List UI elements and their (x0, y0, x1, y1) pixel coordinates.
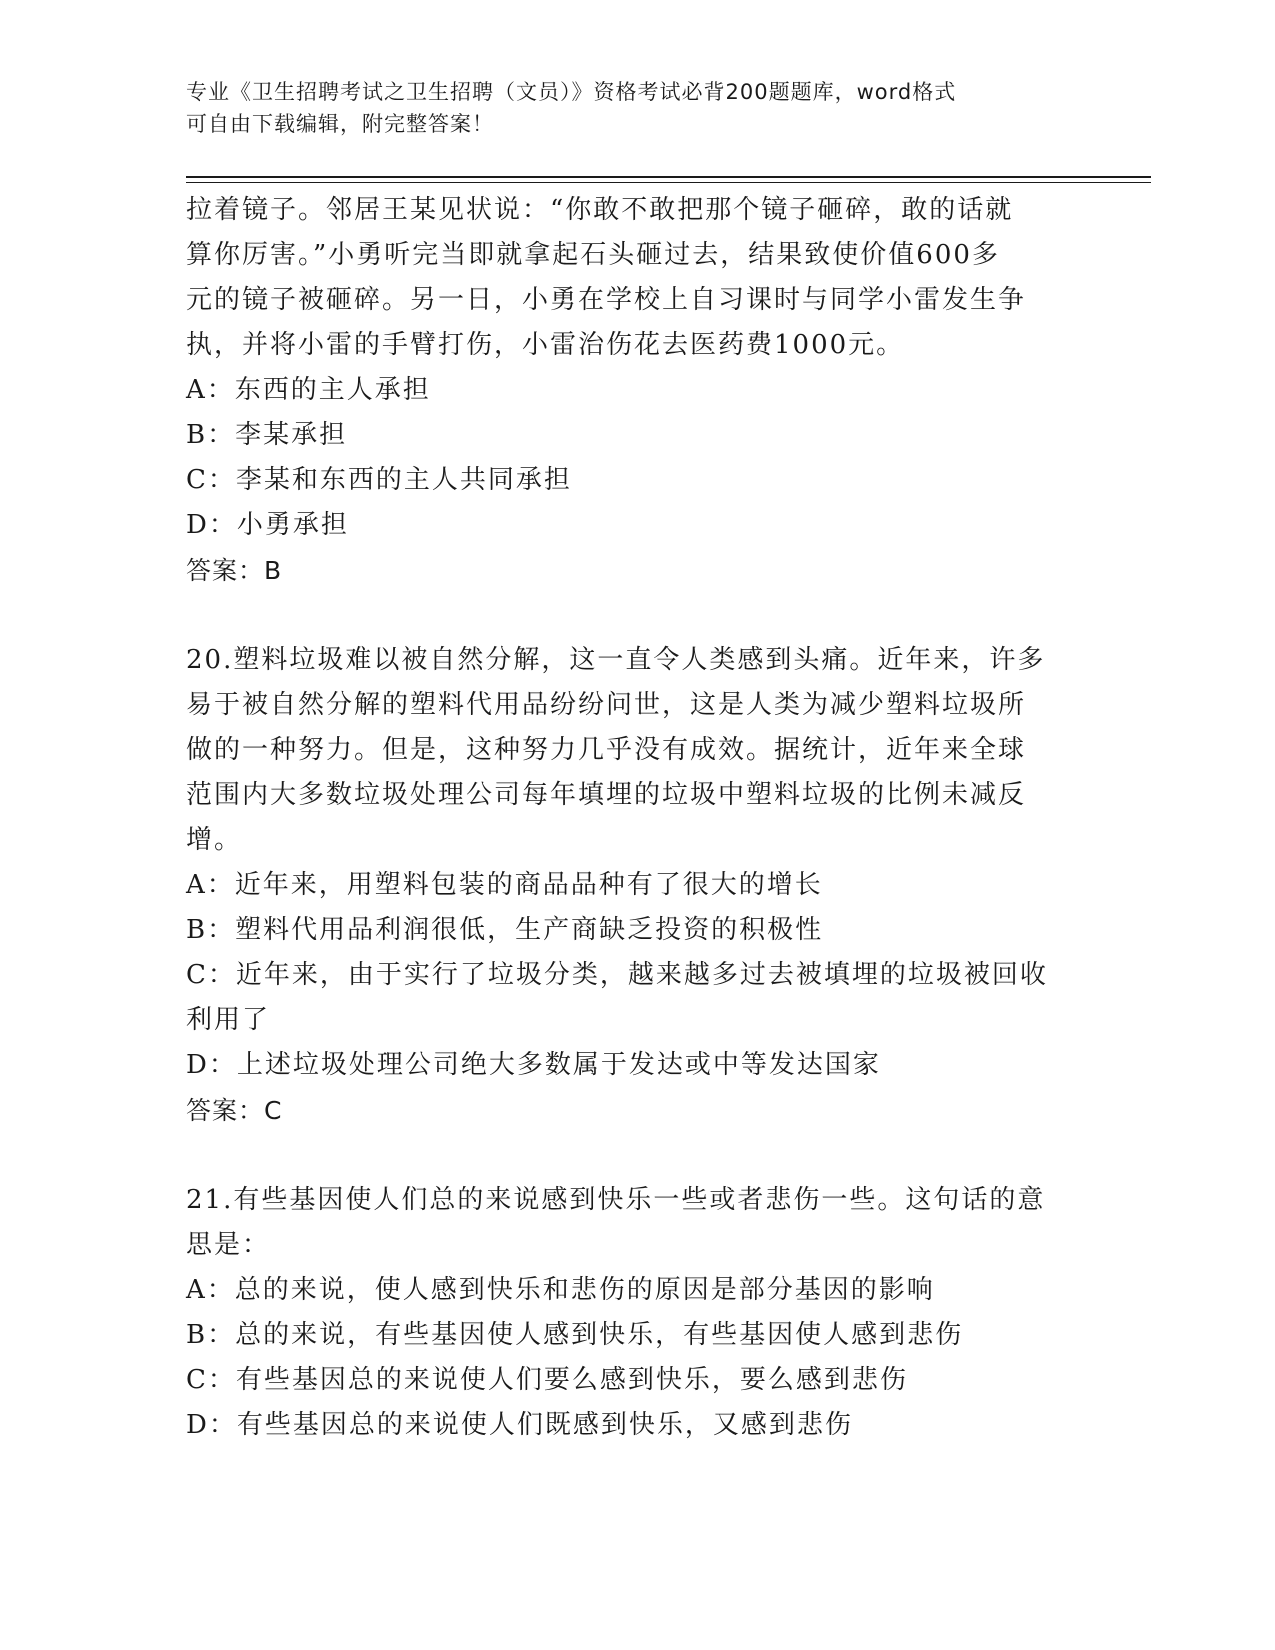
question-stem-line: 20.塑料垃圾难以被自然分解，这一直令人类感到头痛。近年来，许多 (186, 645, 1046, 675)
question-stem-line: 易于被自然分解的塑料代用品纷纷问世，这是人类为减少塑料垃圾所 (186, 690, 1027, 720)
option-d: D：小勇承担 (186, 510, 349, 540)
option-c: C：近年来，由于实行了垃圾分类，越来越多过去被填埋的垃圾被回收 (186, 960, 1048, 990)
question-stem-line: 做的一种努力。但是，这种努力几乎没有成效。据统计，近年来全球 (186, 735, 1027, 765)
header-line-2: 可自由下载编辑，附完整答案！ (186, 112, 494, 136)
header-rule-thick (186, 176, 1151, 178)
spacer (186, 1133, 1086, 1178)
question-stem-line: 范围内大多数垃圾处理公司每年填埋的垃圾中塑料垃圾的比例未减反 (186, 780, 1027, 810)
question-content (186, 188, 1086, 1448)
header-rule-thin (186, 182, 1151, 183)
option-c: C：有些基因总的来说使人们要么感到快乐，要么感到悲伤 (186, 1365, 908, 1395)
question-stem-line: 算你厉害。”小勇听完当即就拿起石头砸过去，结果致使价值600多 (186, 240, 1000, 270)
question-stem-line: 思是： (186, 1230, 271, 1260)
option-a: A：总的来说，使人感到快乐和悲伤的原因是部分基因的影响 (186, 1275, 935, 1305)
option-b: B：李某承担 (186, 420, 348, 450)
question-stem-line: 增。 (186, 825, 243, 855)
question-stem-line: 执，并将小雷的手臂打伤，小雷治伤花去医药费1000元。 (186, 330, 905, 360)
question-21 (186, 1178, 1086, 1448)
answer-line: 答案：C (186, 1096, 283, 1125)
question-stem-line: 拉着镜子。邻居王某见状说：“你敢不敢把那个镜子砸碎，敢的话就 (186, 195, 1014, 225)
header-line-1: 专业《卫生招聘考试之卫生招聘（文员）》资格考试必背200题题库，word格式 (186, 80, 957, 104)
option-d: D：有些基因总的来说使人们既感到快乐，又感到悲伤 (186, 1410, 853, 1440)
answer-line: 答案：B (186, 556, 283, 585)
option-a: A：东西的主人承担 (186, 375, 431, 405)
page-header (186, 76, 1066, 140)
question-stem-line: 21.有些基因使人们总的来说感到快乐一些或者悲伤一些。这句话的意 (186, 1185, 1046, 1215)
option-d: D：上述垃圾处理公司绝大多数属于发达或中等发达国家 (186, 1050, 881, 1080)
question-20 (186, 638, 1086, 1133)
question-stem-line: 元的镜子被砸碎。另一日，小勇在学校上自习课时与同学小雷发生争 (186, 285, 1027, 315)
option-c: C：李某和东西的主人共同承担 (186, 465, 572, 495)
option-b: B：总的来说，有些基因使人感到快乐，有些基因使人感到悲伤 (186, 1320, 964, 1350)
question-19 (186, 188, 1086, 593)
option-c-continued: 利用了 (186, 1005, 271, 1035)
option-a: A：近年来，用塑料包装的商品品种有了很大的增长 (186, 870, 823, 900)
option-b: B：塑料代用品利润很低，生产商缺乏投资的积极性 (186, 915, 824, 945)
spacer (186, 593, 1086, 638)
